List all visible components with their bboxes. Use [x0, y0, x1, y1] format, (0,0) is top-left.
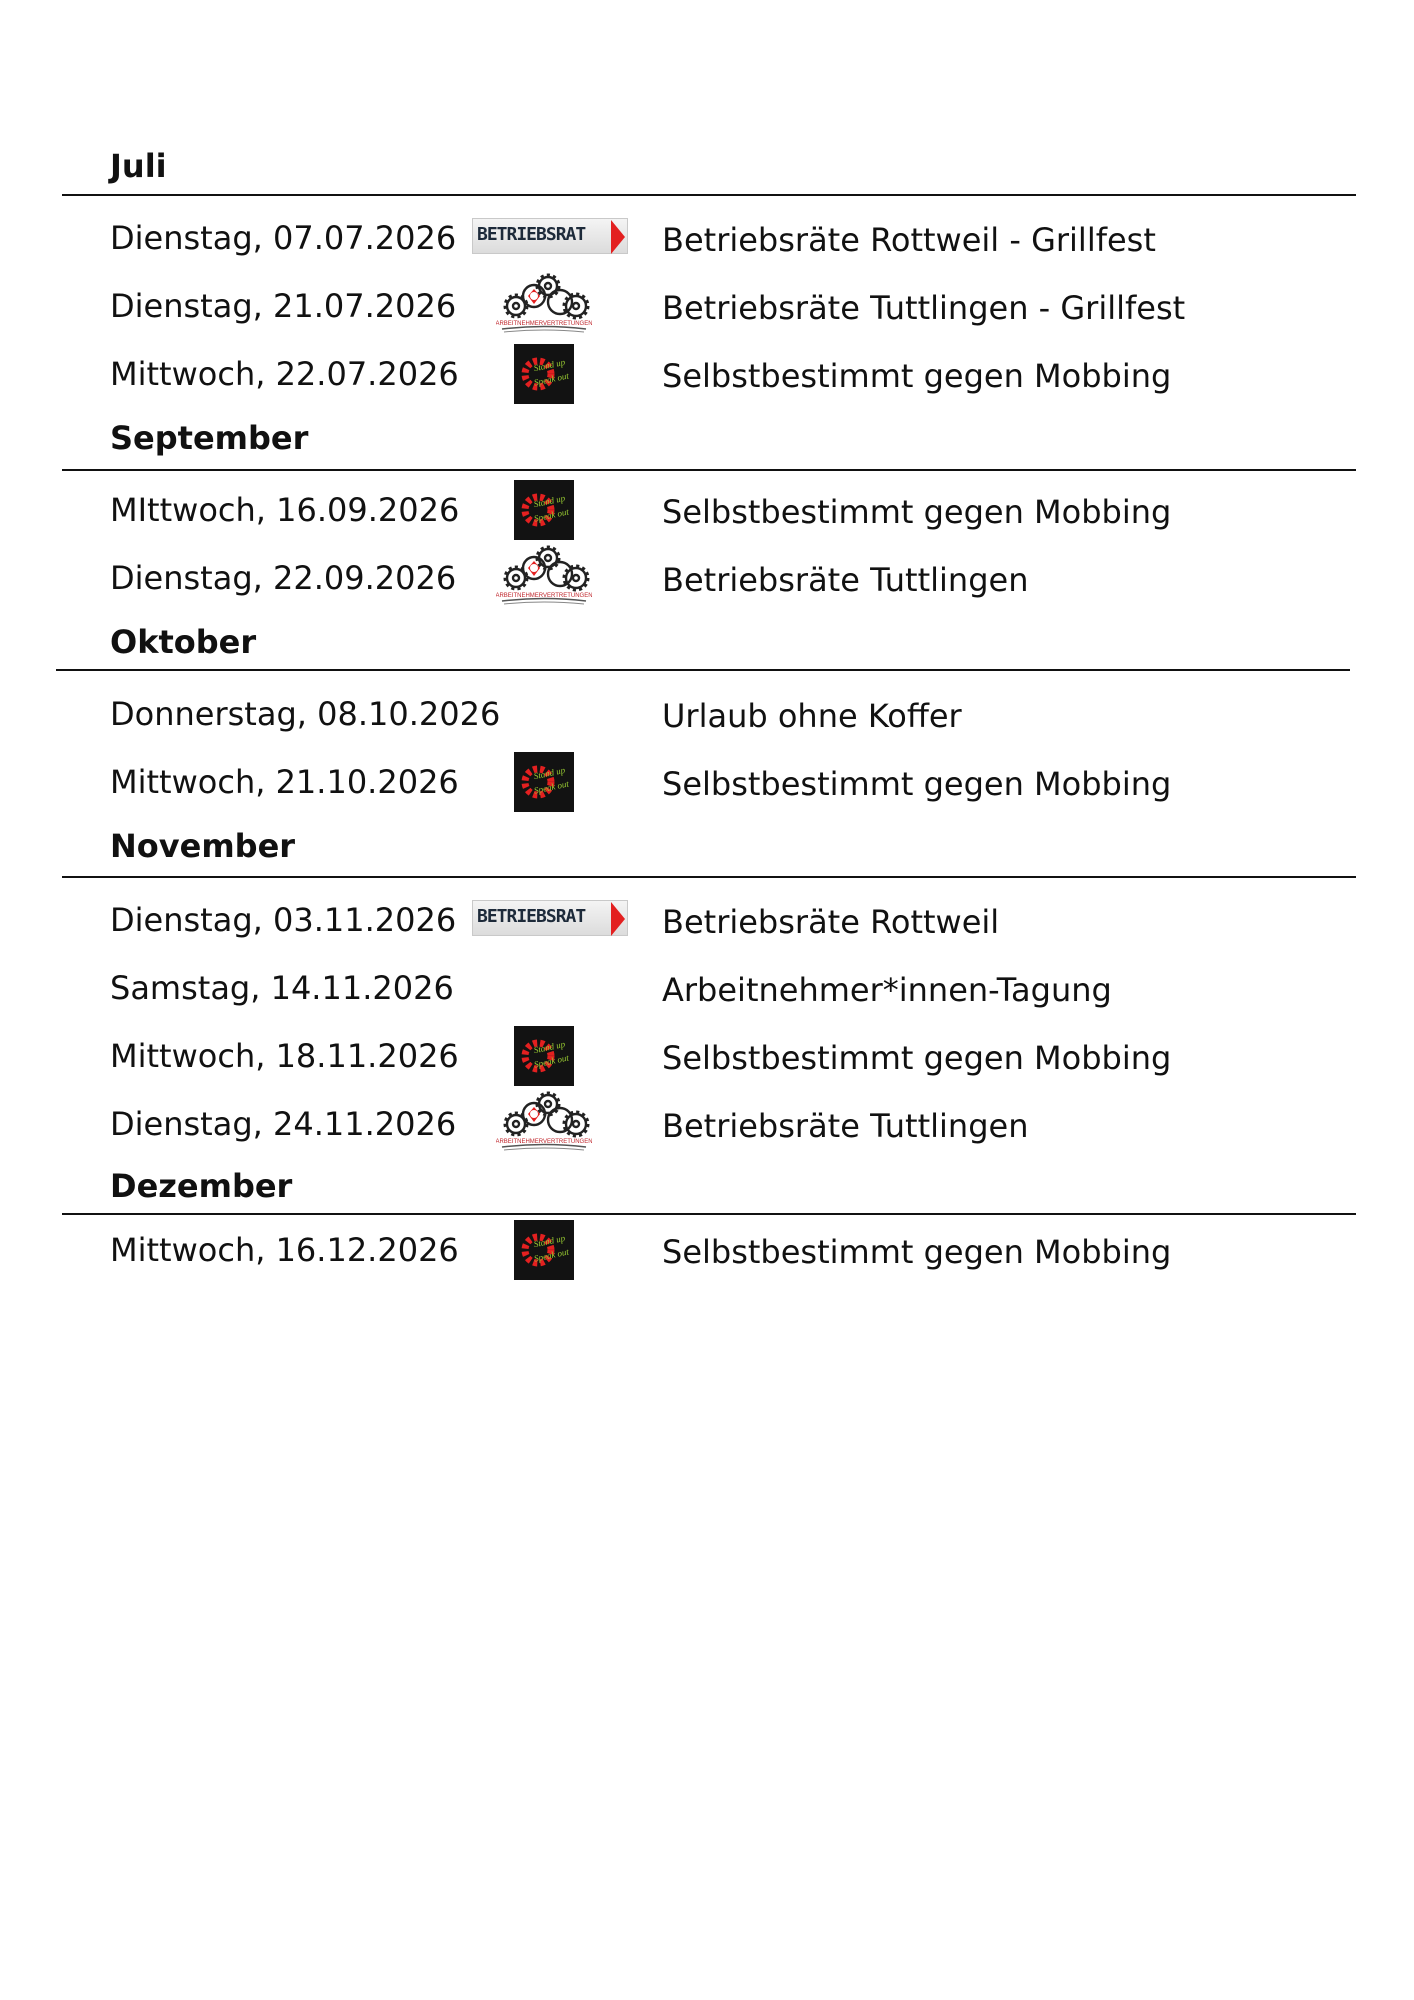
- event-title: Selbstbestimmt gegen Mobbing: [662, 1233, 1172, 1271]
- event-date: Dienstag, 24.11.2026: [110, 1105, 457, 1143]
- stand-up-speak-out-logo: [514, 1220, 574, 1280]
- event-title: Betriebsräte Tuttlingen: [662, 561, 1029, 599]
- event-date: Dienstag, 21.07.2026: [110, 287, 457, 325]
- event-title: Betriebsräte Tuttlingen - Grillfest: [662, 289, 1186, 327]
- section-divider: [62, 194, 1356, 196]
- stand-up-speak-out-logo: [514, 752, 574, 812]
- arbeitnehmervertretungen-gears-logo: [496, 1090, 592, 1154]
- section-divider: [62, 1213, 1356, 1215]
- event-date: Dienstag, 22.09.2026: [110, 559, 457, 597]
- betriebsrat-logo-text: BETRIEBSRAT: [477, 224, 586, 245]
- month-heading-juli: Juli: [110, 147, 167, 185]
- betriebsrat-logo: [472, 900, 628, 936]
- stand-up-speak-out-logo: [514, 1026, 574, 1086]
- event-row: [0, 1222, 1414, 1278]
- event-title: Selbstbestimmt gegen Mobbing: [662, 765, 1172, 803]
- event-row: [0, 210, 1414, 266]
- stand-up-speak-out-logo: [514, 480, 574, 540]
- month-heading-september: September: [110, 419, 309, 457]
- month-heading-dezember: Dezember: [110, 1167, 293, 1205]
- event-date: Dienstag, 07.07.2026: [110, 219, 457, 257]
- betriebsrat-logo: [472, 218, 628, 254]
- event-date: Samstag, 14.11.2026: [110, 969, 454, 1007]
- event-row: [0, 1096, 1414, 1152]
- event-row: [0, 892, 1414, 948]
- event-row: [0, 278, 1414, 334]
- event-date: Dienstag, 03.11.2026: [110, 901, 457, 939]
- betriebsrat-logo-text: BETRIEBSRAT: [477, 906, 586, 927]
- event-title: Betriebsräte Rottweil: [662, 903, 1000, 941]
- arrow-icon: [611, 220, 625, 254]
- section-divider: [56, 669, 1350, 671]
- event-title: Arbeitnehmer*innen-Tagung: [662, 971, 1112, 1009]
- event-title: Betriebsräte Tuttlingen: [662, 1107, 1029, 1145]
- event-date: Mittwoch, 16.12.2026: [110, 1231, 459, 1269]
- event-title: Betriebsräte Rottweil - Grillfest: [662, 221, 1156, 259]
- stand-up-speak-out-logo: [514, 344, 574, 404]
- event-date: Donnerstag, 08.10.2026: [110, 695, 501, 733]
- arbeitnehmervertretungen-gears-logo: [496, 272, 592, 336]
- arrow-icon: [611, 902, 625, 936]
- event-row: [0, 960, 1414, 1016]
- event-row: [0, 346, 1414, 402]
- event-title: Selbstbestimmt gegen Mobbing: [662, 493, 1172, 531]
- arbeitnehmervertretungen-gears-logo: [496, 544, 592, 608]
- month-heading-oktober: Oktober: [110, 623, 257, 661]
- event-date: MIttwoch, 16.09.2026: [110, 491, 460, 529]
- event-row: [0, 686, 1414, 742]
- section-divider: [62, 469, 1356, 471]
- event-title: Selbstbestimmt gegen Mobbing: [662, 357, 1172, 395]
- event-title: Urlaub ohne Koffer: [662, 697, 962, 735]
- event-date: Mittwoch, 18.11.2026: [110, 1037, 459, 1075]
- month-heading-november: November: [110, 827, 296, 865]
- event-row: [0, 482, 1414, 538]
- event-date: Mittwoch, 21.10.2026: [110, 763, 459, 801]
- section-divider: [62, 876, 1356, 878]
- event-row: [0, 1028, 1414, 1084]
- event-row: [0, 550, 1414, 606]
- event-row: [0, 754, 1414, 810]
- event-title: Selbstbestimmt gegen Mobbing: [662, 1039, 1172, 1077]
- event-date: Mittwoch, 22.07.2026: [110, 355, 459, 393]
